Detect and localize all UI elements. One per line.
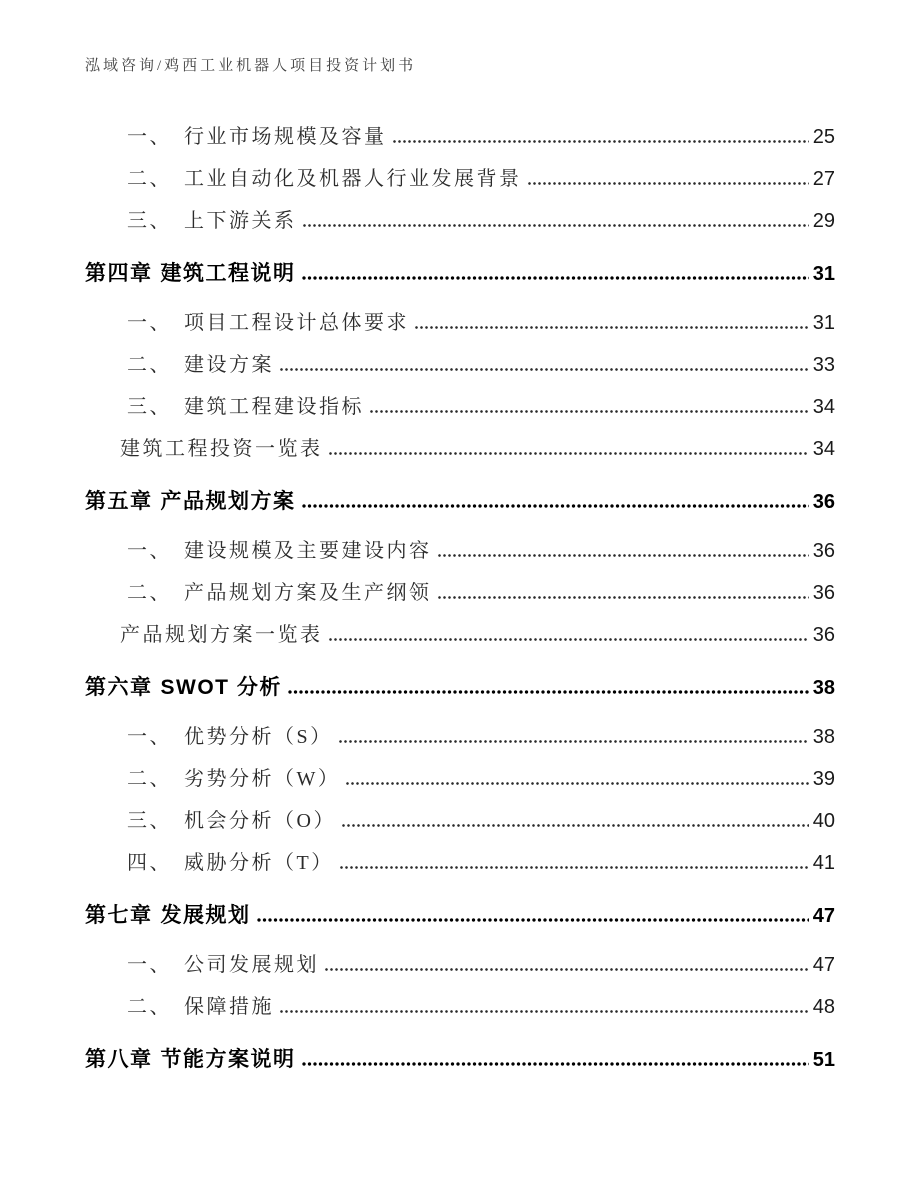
toc-entry-page-number: 25 bbox=[812, 126, 835, 148]
toc-entry[interactable] bbox=[85, 311, 835, 335]
table-of-contents bbox=[85, 125, 835, 1073]
toc-entry[interactable] bbox=[85, 953, 835, 977]
toc-entry-page-number: 31 bbox=[812, 263, 835, 285]
toc-entry-page-number: 29 bbox=[812, 210, 835, 232]
toc-dotted-leader bbox=[346, 782, 808, 785]
toc-entry-number: 一、 bbox=[127, 540, 172, 562]
toc-entry[interactable] bbox=[85, 539, 835, 563]
toc-entry-page-number: 38 bbox=[812, 677, 835, 699]
toc-entry[interactable] bbox=[85, 995, 835, 1019]
toc-entry-title: 产品规划方案 bbox=[160, 490, 296, 513]
toc-entry-title: 威胁分析（T） bbox=[184, 852, 334, 874]
toc-entry-number: 一、 bbox=[127, 954, 172, 976]
toc-entry-number: 三、 bbox=[127, 810, 172, 832]
toc-dotted-leader bbox=[438, 554, 809, 557]
toc-entry-number: 一、 bbox=[127, 312, 172, 334]
toc-entry-title: 公司发展规划 bbox=[184, 954, 319, 976]
toc-entry-title: 建筑工程说明 bbox=[160, 262, 296, 285]
toc-entry-title: 保障措施 bbox=[184, 996, 274, 1018]
toc-entry-page-number: 34 bbox=[812, 396, 835, 418]
toc-entry[interactable] bbox=[85, 395, 835, 419]
toc-entry[interactable] bbox=[85, 261, 835, 287]
toc-entry-page-number: 34 bbox=[812, 438, 835, 460]
toc-entry-number: 第四章 bbox=[85, 262, 153, 285]
toc-entry-title: 优势分析（S） bbox=[184, 726, 333, 748]
toc-entry-number: 三、 bbox=[127, 396, 172, 418]
toc-entry[interactable] bbox=[85, 725, 835, 749]
toc-dotted-leader bbox=[415, 326, 809, 329]
toc-dotted-leader bbox=[325, 968, 809, 971]
toc-entry[interactable] bbox=[85, 167, 835, 191]
toc-dotted-leader bbox=[329, 638, 809, 641]
toc-dotted-leader bbox=[528, 182, 809, 185]
toc-entry[interactable] bbox=[85, 675, 835, 701]
toc-entry-page-number: 36 bbox=[812, 491, 835, 513]
toc-dotted-leader bbox=[393, 140, 809, 143]
toc-entry-number: 第五章 bbox=[85, 490, 153, 513]
toc-entry[interactable] bbox=[85, 767, 835, 791]
toc-entry-page-number: 33 bbox=[812, 354, 835, 376]
toc-entry-page-number: 40 bbox=[812, 810, 835, 832]
toc-entry-page-number: 47 bbox=[812, 954, 835, 976]
toc-entry[interactable] bbox=[85, 437, 835, 461]
toc-entry-number: 二、 bbox=[127, 168, 172, 190]
toc-entry-number: 第八章 bbox=[85, 1048, 153, 1071]
toc-entry-page-number: 48 bbox=[812, 996, 835, 1018]
toc-entry-page-number: 36 bbox=[812, 582, 835, 604]
toc-entry-number: 二、 bbox=[127, 768, 172, 790]
toc-entry-title: 建筑工程建设指标 bbox=[184, 396, 364, 418]
toc-dotted-leader bbox=[257, 918, 809, 922]
toc-entry-page-number: 51 bbox=[812, 1049, 835, 1071]
toc-entry[interactable] bbox=[85, 209, 835, 233]
toc-dotted-leader bbox=[280, 1010, 809, 1013]
toc-entry-number: 一、 bbox=[127, 726, 172, 748]
toc-entry-page-number: 31 bbox=[812, 312, 835, 334]
toc-entry-number: 三、 bbox=[127, 210, 172, 232]
toc-entry[interactable] bbox=[85, 353, 835, 377]
toc-dotted-leader bbox=[340, 866, 809, 869]
toc-entry-page-number: 41 bbox=[812, 852, 835, 874]
toc-entry-number: 二、 bbox=[127, 354, 172, 376]
toc-entry-title: 建设方案 bbox=[184, 354, 274, 376]
toc-entry[interactable] bbox=[85, 489, 835, 515]
toc-entry-number: 四、 bbox=[127, 852, 172, 874]
toc-entry-page-number: 36 bbox=[812, 624, 835, 646]
toc-entry-page-number: 39 bbox=[812, 768, 835, 790]
document-header-title: 泓域咨询/鸡西工业机器人项目投资计划书 bbox=[85, 58, 417, 74]
toc-entry-title: 产品规划方案及生产纲领 bbox=[184, 582, 432, 604]
toc-entry-number: 一、 bbox=[127, 126, 172, 148]
toc-dotted-leader bbox=[302, 276, 809, 280]
toc-dotted-leader bbox=[288, 690, 809, 694]
toc-entry[interactable] bbox=[85, 623, 835, 647]
toc-dotted-leader bbox=[339, 740, 809, 743]
toc-entry-title: 建设规模及主要建设内容 bbox=[184, 540, 432, 562]
toc-entry-title: 行业市场规模及容量 bbox=[184, 126, 387, 148]
toc-entry-page-number: 27 bbox=[812, 168, 835, 190]
toc-entry-title: 建筑工程投资一览表 bbox=[120, 438, 323, 460]
toc-entry-page-number: 38 bbox=[812, 726, 835, 748]
toc-dotted-leader bbox=[280, 368, 809, 371]
toc-dotted-leader bbox=[329, 452, 809, 455]
toc-entry-title: 发展规划 bbox=[160, 904, 251, 927]
toc-entry-title: 产品规划方案一览表 bbox=[120, 624, 323, 646]
toc-entry-page-number: 47 bbox=[812, 905, 835, 927]
toc-entry-title: 工业自动化及机器人行业发展背景 bbox=[184, 168, 522, 190]
toc-entry[interactable] bbox=[85, 581, 835, 605]
toc-entry-title: 机会分析（O） bbox=[184, 810, 336, 832]
toc-entry-number: 第七章 bbox=[85, 904, 153, 927]
toc-dotted-leader bbox=[370, 410, 809, 413]
toc-dotted-leader bbox=[303, 224, 809, 227]
toc-entry-title: 劣势分析（W） bbox=[184, 768, 341, 790]
toc-dotted-leader bbox=[302, 1062, 809, 1066]
toc-entry-title: 上下游关系 bbox=[184, 210, 297, 232]
toc-entry[interactable] bbox=[85, 809, 835, 833]
toc-entry-title: SWOT 分析 bbox=[160, 676, 282, 699]
toc-entry[interactable] bbox=[85, 851, 835, 875]
toc-entry-number: 二、 bbox=[127, 996, 172, 1018]
toc-dotted-leader bbox=[438, 596, 809, 599]
toc-entry-number: 二、 bbox=[127, 582, 172, 604]
toc-entry-page-number: 36 bbox=[812, 540, 835, 562]
toc-entry-title: 项目工程设计总体要求 bbox=[184, 312, 409, 334]
toc-dotted-leader bbox=[302, 504, 809, 508]
toc-entry[interactable] bbox=[85, 1047, 835, 1073]
toc-entry-number: 第六章 bbox=[85, 676, 153, 699]
toc-dotted-leader bbox=[342, 824, 809, 827]
toc-entry[interactable] bbox=[85, 125, 835, 149]
toc-entry-title: 节能方案说明 bbox=[160, 1048, 296, 1071]
toc-entry[interactable] bbox=[85, 903, 835, 929]
